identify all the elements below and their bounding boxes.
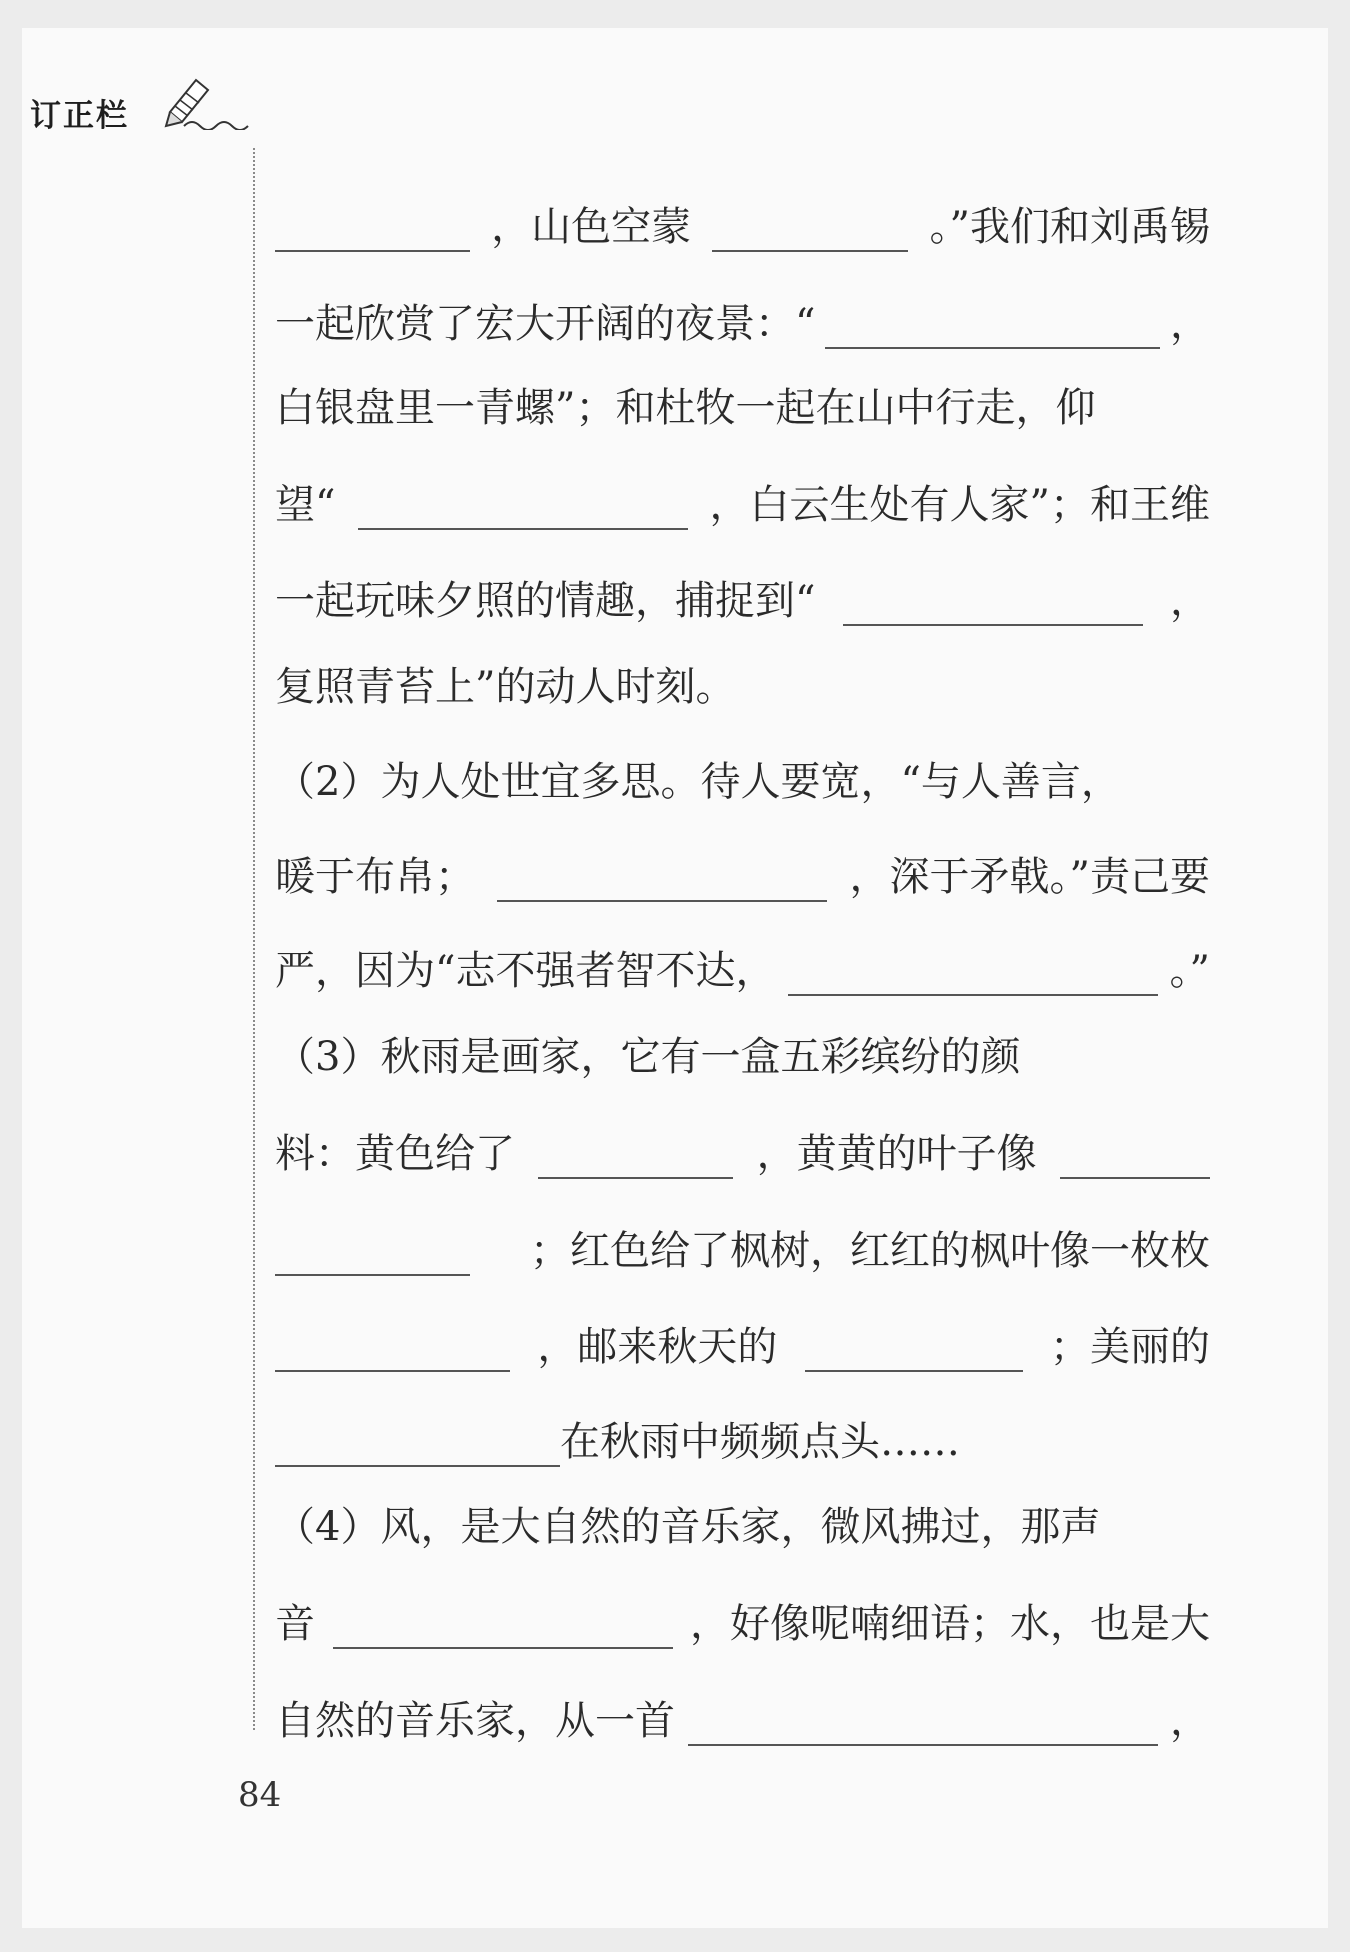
text-line: （4）风，是大自然的音乐家，微风拂过，那声 [275,1504,1101,1550]
text-line: 料：黄色给了 ，黄黄的叶子像 [275,1123,1210,1179]
text-line: ，山色空蒙 。”我们和刘禹锡 [275,196,1210,252]
text-line: 严，因为“志不强者智不达， 。” [275,948,1210,994]
answer-blank[interactable] [497,854,827,902]
text-line: 音 ，好像呢喃细语；水，也是大 [275,1601,1210,1647]
margin-divider [253,148,255,1730]
pencil-icon [160,70,255,130]
page-number: 84 [238,1775,282,1815]
text-line: 一起欣赏了宏大开阔的夜景：“ ， [275,301,1210,347]
answer-blank[interactable] [843,578,1143,626]
text-line: 自然的音乐家，从一首 ， [275,1698,1210,1744]
answer-blank[interactable] [275,1324,510,1372]
answer-blank[interactable] [805,1324,1023,1372]
text-line: 在秋雨中频频点头…… [275,1411,1210,1467]
answer-blank[interactable] [275,1419,560,1467]
answer-blank[interactable] [275,1228,470,1276]
text-line: （2）为人处世宜多思。待人要宽，“与人善言， [275,759,1121,805]
text-line: ，邮来秋天的 ；美丽的 [275,1316,1210,1372]
answer-blank[interactable] [1060,1131,1210,1179]
answer-blank[interactable] [712,204,908,252]
answer-blank[interactable] [788,948,1158,996]
answer-blank[interactable] [275,204,470,252]
answer-blank[interactable] [358,482,688,530]
answer-blank[interactable] [688,1698,1158,1746]
answer-blank[interactable] [333,1601,673,1649]
answer-blank[interactable] [825,301,1160,349]
text-line: 白银盘里一青螺”；和杜牧一起在山中行走，仰 [275,385,1096,431]
text-line: 望“ ，白云生处有人家”；和王维 [275,482,1210,528]
answer-blank[interactable] [538,1131,733,1179]
text-line: 暖于布帛； ，深于矛戟。”责己要 [275,854,1210,900]
text-line: 一起玩味夕照的情趣，捕捉到“ ， [275,578,1210,624]
correction-column-title: 订正栏 [30,98,129,134]
text-line: （3）秋雨是画家，它有一盒五彩缤纷的颜 [275,1034,1021,1080]
text-line: ；红色给了枫树，红红的枫叶像一枚枚 [275,1220,1210,1276]
text-line: 复照青苔上”的动人时刻。 [275,664,736,710]
